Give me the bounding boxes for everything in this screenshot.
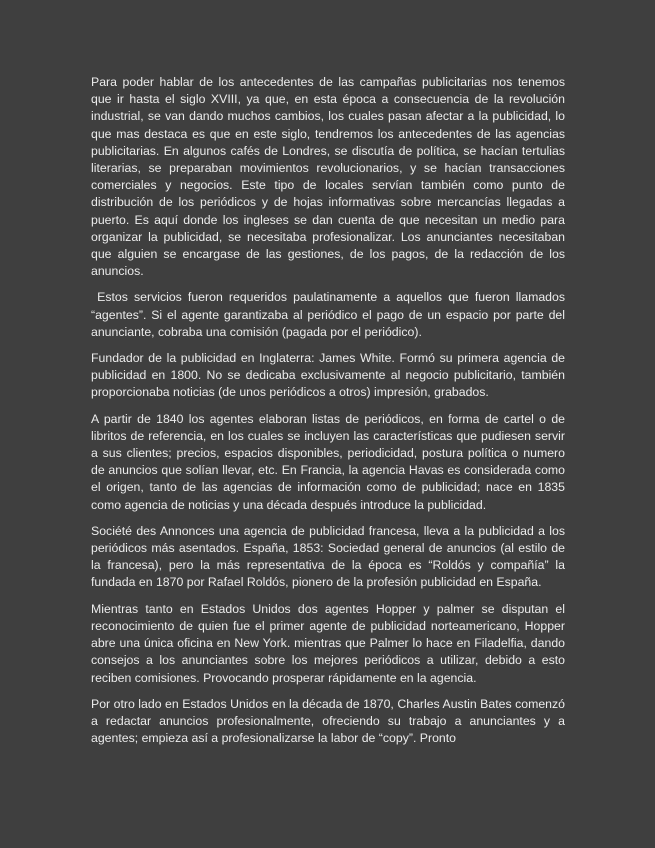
paragraph: Mientras tanto en Estados Unidos dos agentes Hopper y palmer se disputan el reconocimiento de quien fue el primer agente de publicidad norteamericano, Hopper abre una única oficina en New York. mientras que Palmer lo hace en Filadelfia, dando consejos a los anunciantes sobre los mejores periódicos a utilizar, debido a esto reciben comisiones. Provocando prosperar rápidamente en la agencia. <box>91 601 565 685</box>
document-body <box>91 74 569 756</box>
paragraph: Fundador de la publicidad en Inglaterra: James White. Formó su primera agencia de publicidad en 1800. No se dedicaba exclusivamente al negocio publicitario, también proporcionaba noticias (de unos periódicos a otros) impresión, grabados. <box>91 351 565 400</box>
paragraph: Para poder hablar de los antecedentes de las campañas publicitarias nos tenemos que ir hasta el siglo XVIII, ya que, en esta época a consecuencia de la revolución industrial, se van dando muchos cambios, los cuales pasan afectar a la publicidad, lo que mas destaca es que en este siglo, tendremos los antecedentes de las agencias publicitarias. En algunos cafés de Londres, se discutía de política, se hacían tertulias literarias, se preparaban movimientos revolucionarios, y se hacían transacciones comerciales y negocios. Este tipo de locales servían también como punto de distribución de los periódicos y de hojas informativas sobre mercancías llegadas a puerto. Es aquí donde los ingleses se dan cuenta de que necesitan un medio para organizar la publicidad, se necesitaba profesionalizar. Los anunciantes necesitaban que alguien se encargase de las gestiones, de los pagos, de la redacción de los anuncios. <box>91 75 565 279</box>
paragraph: A partir de 1840 los agentes elaboran listas de periódicos, en forma de cartel o de libritos de referencia, en los cuales se incluyen las características que pudiesen servir a sus clientes; precios, espacios disponibles, periodicidad, postura política o numero de anuncios que solían llevar, etc. En Francia, la agencia Havas es considerada como el origen, tanto de las agencias de información como de publicidad; nace en 1835 como agencia de noticias y una década después introduce la publicidad. <box>91 411 565 512</box>
paragraph: Por otro lado en Estados Unidos en la década de 1870, Charles Austin Bates comenzó a redactar anuncios profesionalmente, ofreciendo su trabajo a anunciantes y a agentes; empieza así a profesionalizarse la labor de “copy”. Pronto <box>91 696 565 746</box>
paragraph: Estos servicios fueron requeridos paulatinamente a aquellos que fueron llamados “agentes”. Si el agente garantizaba al periódico el pago de un espacio por parte del anunciante, cobraba una comisión (pagada por el periódico). <box>91 290 569 339</box>
paragraph: Société des Annonces una agencia de publicidad francesa, lleva a la publicidad a los periódicos más asentados. España, 1853: Sociedad general de anuncios (al estilo de la francesa), pero la más representativa de la época es “Roldós y compañía” la fundada en 1870 por Rafael Roldós, pionero de la profesión publicidad en España. <box>91 523 565 590</box>
